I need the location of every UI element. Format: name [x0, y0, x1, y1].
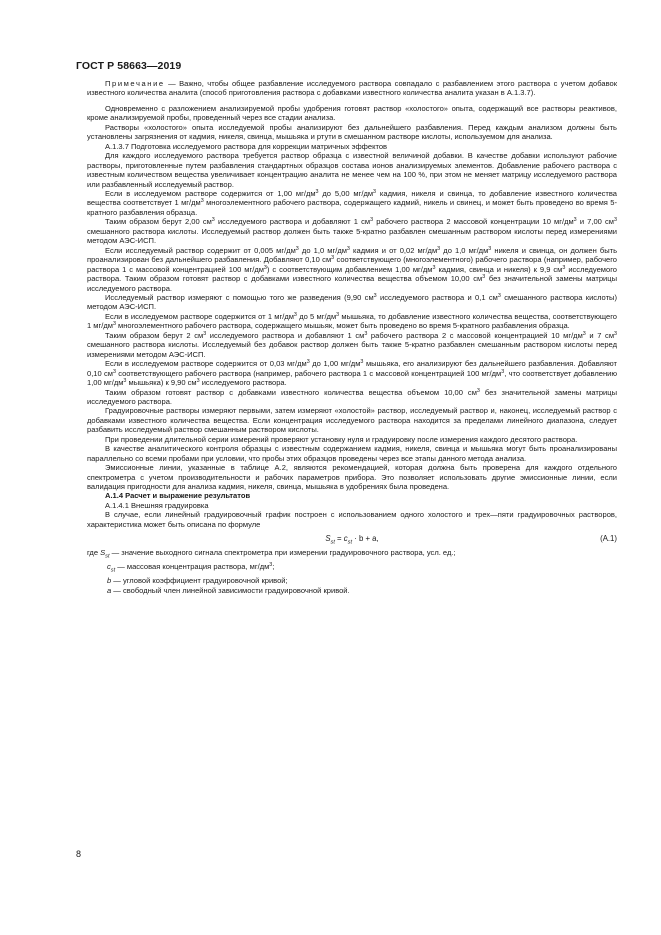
paragraph-arsenic-low: Если в исследуемом растворе содержится от 0,03 $мг/дм^3$ до 1,00 $мг/дм^3$ мышьяка, его анализируют без дальнейшего разбавления. Добавляют 0,10 $см^3$ соответствующего рабочего раствора (например, рабочего раствора 1 с массовой концентрацией 100 $мг/дм^3$, что соответствует добавлению 1,00 $мг/дм^3$ мышьяка) к 9,90 $см^3$ исследуемого раствора.	[87, 359, 618, 388]
note-label: Примечание	[105, 79, 165, 88]
subsection-a141: А.1.4.1 Внешняя градуировка	[105, 500, 209, 510]
subsection-a137: А.1.3.7 Подготовка исследуемого раствора для коррекции матричных эффектов	[105, 141, 388, 151]
note-paragraph: Примечание — Важно, чтобы общее разбавление исследуемого раствора совпадало с разбавлением этого раствора с учетом добавок известного количества аналита (способ приготовления раствора с добавками известного количества аналита указан в А.1.3.7).	[87, 79, 617, 98]
page-header: ГОСТ Р 58663—2019	[76, 60, 182, 72]
formula-legend	[87, 548, 617, 595]
paragraph-measure-order: Градуировочные растворы измеряют первыми, затем измеряют «холостой» раствор, исследуемый раствор и, наконец, исследуемый раствор с добавками известного количества вещества. Если концентрация исследуемого раствора находится за пределами линейного диапазона, следует разбавить исследуемый раствор смешанным раствором кислоты.	[87, 406, 617, 435]
page-content	[87, 79, 617, 595]
page-number: 8	[76, 849, 82, 859]
paragraph-prep-3: Таким образом готовят раствор с добавками известного количества вещества объемом 10,00 $см^3$ без значительной замены матрицы исследуемого раствора.	[87, 387, 617, 406]
formula-number: (A.1)	[600, 534, 617, 544]
paragraph-arsenic-high: Если в исследуемом растворе содержится от 1 $мг/дм^3$ до 5 $мг/дм^3$ мышьяка, то добавление известного количества вещества, соответствующего 1 $мг/дм^3$ многоэлементного рабочего раствора, содержащего мышьяк, может быть проведено во время 5-кратного разбавления образца.	[87, 311, 617, 331]
section-heading-a14: А.1.4 Расчет и выражение результатов	[105, 491, 251, 501]
legend-item-slope: b — угловой коэффициент градуировочной кривой;	[107, 576, 288, 586]
paragraph-measure-dilution: Исследуемый раствор измеряют с помощью того же разведения (9,90 $см^3$ исследуемого раствора и 0,1 $см^3$ смешанного раствора кислоты) методом АЭС-ИСП.	[87, 292, 617, 312]
paragraph-prep-2: Таким образом берут 2 $см^3$ исследуемого раствора и добавляют 1 $см^3$ рабочего раствора 2 с массовой концентрацией 10 $мг/дм^3$ и 7 $см^3$ смешанного раствора кислоты. Исследуемый без добавок раствор должен быть также 5-кратно разбавлен смешанным раствором кислоты перед измерениями методом АЭС-ИСП.	[87, 330, 618, 359]
paragraph-calibration: В случае, если линейный градуировочный график построен с использованием одного холостого и трех—пяти градуировочных растворов, характеристика может быть описана по формуле	[87, 510, 617, 529]
paragraph-high-conc: Если в исследуемом растворе содержится от 1,00 $мг/дм^3$ до 5,00 $мг/дм^3$ кадмия, никеля и свинца, то добавление известного количества вещества соответствует 1 $мг/дм^3$ многоэлементного рабочего раствора, содержащего кадмий, никель и свинец, и может быть проведено во время 5-кратного разбавления образца.	[87, 188, 617, 217]
paragraph-low-conc: Если исследуемый раствор содержит от 0,005 $мг/дм^3$ до 1,0 $мг/дм^3$ кадмия и от 0,02 $мг/дм^3$ до 1,0 $мг/дм^3$ никеля и свинца, он должен быть проанализирован без дальнейшего разбавления. Добавляют 0,10 $см^3$ соответствующего (многоэлементного) рабочего раствора (например, рабочего раствора 1 с массовой концентрацией 100 $мг/дм^3$) с соответствующим добавлением 1,00 $мг/дм^3$ кадмия, свинца и никеля) к 9,9 $см^3$ исследуемого раствора. Таким образом готовят раствор с добавками известного количества вещества объемом 10,00 $см^3$ без значительной замены матрицы исследуемого раствора.	[87, 245, 618, 293]
formula-expression: $S_{st} = c_{st} \cdot b + a$,	[325, 534, 379, 546]
paragraph-long-series: При проведении длительной серии измерений проверяют установку нуля и градуировку после измерения каждого десятого раствора.	[105, 434, 578, 444]
paragraph-emission-lines: Эмиссионные линии, указанные в таблице А.2, являются рекомендацией, которая должна быть проверена для каждого отдельного спектрометра с учетом производительности и рабочих параметров прибора. Это позволяет использовать другие эмиссионные линии, если валидация пригодности для анализа кадмия, никеля, свинца, мышьяка в удобрениях была проведена.	[87, 463, 617, 492]
legend-item-concentration: $c_{st}$ — массовая концентрация раствора, $мг/дм^3$;	[107, 562, 275, 574]
paragraph-prep-1: Таким образом берут 2,00 $см^3$ исследуемого раствора и добавляют 1 $см^3$ рабочего раствора 2 массовой концентрации 10 $мг/дм^3$ и 7,00 $см^3$ смешанного раствора кислоты. Исследуемый раствор должен быть также 5-кратно разбавлен смешанным раствором кислоты перед измерениями методом АЭС-ИСП.	[87, 217, 617, 246]
formula-a1	[87, 532, 617, 546]
legend-item-signal: где $S_{st}$ — значение выходного сигнала спектрометра при измерении градуировочного раствора, усл. ед.;	[87, 548, 456, 560]
paragraph-spike-requirement: Для каждого исследуемого раствора требуется раствор образца с известной величиной добавки. В качестве добавки используют рабочие растворы, приготовленные путем разбавления стандартных образцов состава ионов анализируемых элементов. Добавление рабочего раствора с известным количеством вещества увеличивает концентрацию аналита не менее чем на 100 %, при этом не меняет матрицу исследуемого раствора или разбавленный исследуемый раствор.	[87, 151, 617, 189]
paragraph-blank-prep: Одновременно с разложением анализируемой пробы удобрения готовят раствор «холостого» опыта, содержащий все растворы реактивов, кроме анализируемой пробы, проведенный через все стадии анализа.	[87, 103, 617, 123]
paragraph-blank-analysis: Растворы «холостого» опыта исследуемой пробы анализируют без дальнейшего разбавления. Перед каждым анализом должны быть установлены загрязнения от кадмия, никеля, свинца, мышьяка и ртути в смешанном растворе кислоты, используемом для анализа.	[87, 122, 617, 142]
legend-item-intercept: a — свободный член линейной зависимости градуировочной кривой.	[107, 585, 350, 595]
paragraph-quality-control: В качестве аналитического контроля образцы с известным содержанием кадмия, никеля, свинца и мышьяка могут быть проанализированы параллельно со всеми пробами при условии, что пробы этих образцов проведены через все этапы данного метода анализа.	[87, 444, 617, 463]
